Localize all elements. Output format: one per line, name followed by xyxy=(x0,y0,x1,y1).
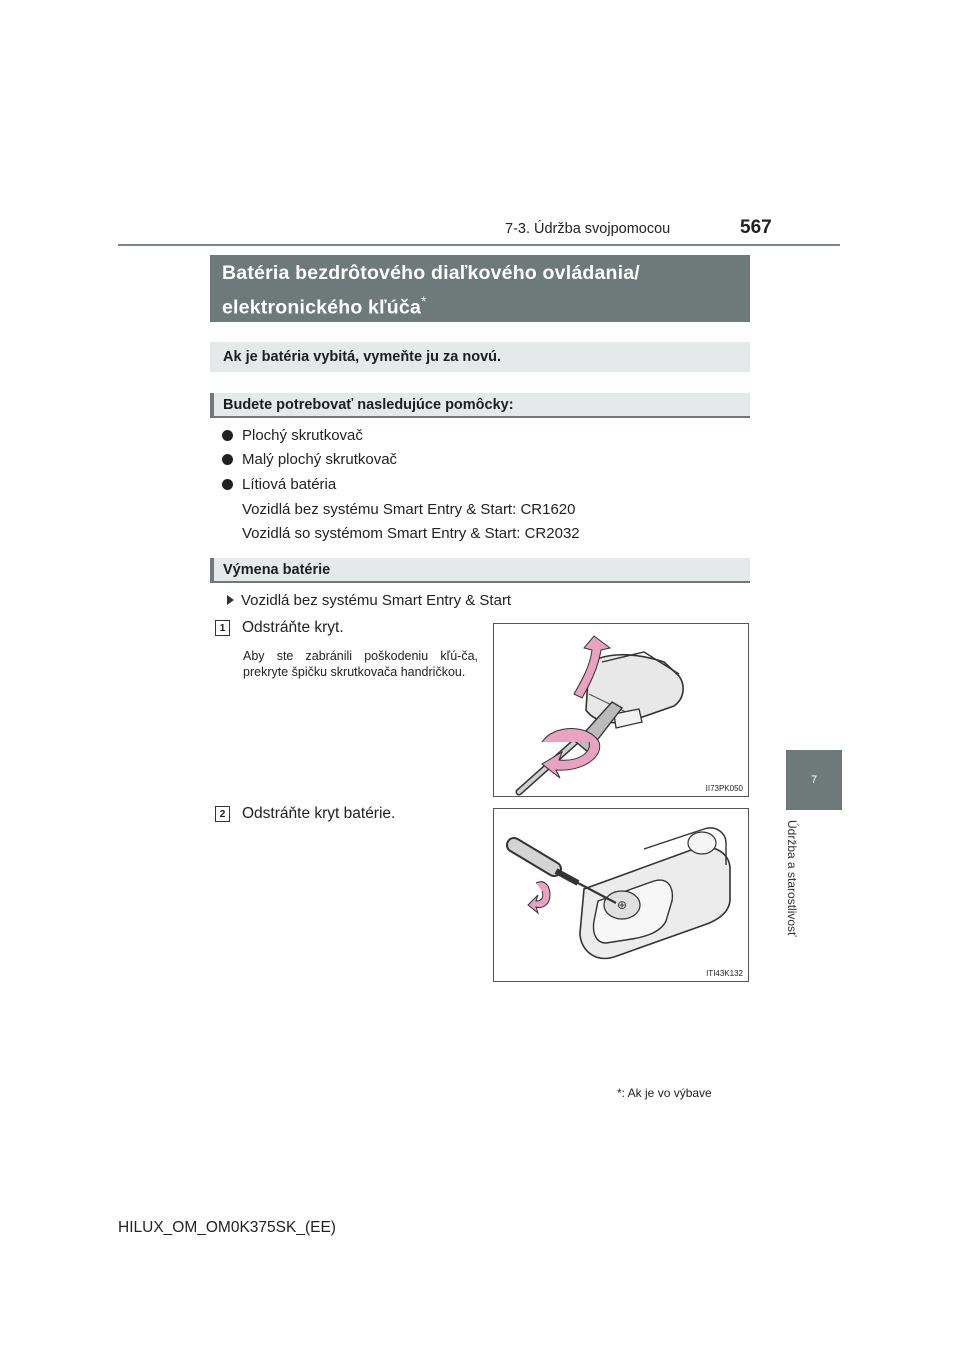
chapter-label-wrapper xyxy=(772,820,812,970)
step-text: Odstráňte kryt batérie. xyxy=(242,805,396,822)
step-text: Odstráňte kryt. xyxy=(242,619,344,636)
header-rule xyxy=(118,244,840,246)
asterisk-mark: * xyxy=(421,293,427,309)
section-title: 7-3. Údržba svojpomocou xyxy=(505,221,671,237)
heading-line-1: Batéria bezdrôtového diaľkového ovládania/ xyxy=(222,262,640,284)
figure-remove-cover xyxy=(493,623,749,797)
variant-text: Vozidlá bez systému Smart Entry & Start xyxy=(241,592,512,609)
key-screwdriver-illustration xyxy=(494,624,748,796)
figure-code: ITI43K132 xyxy=(706,969,743,978)
page-number: 567 xyxy=(740,217,772,238)
tool-item-text: Malý plochý skrutkovač xyxy=(242,451,398,468)
heading-line-2-text: elektronického kľúča xyxy=(222,296,422,319)
footnote-asterisk: * xyxy=(617,1086,622,1100)
tool-item-text: Lítiová batéria xyxy=(242,476,337,493)
replace-heading: Výmena batérie xyxy=(210,558,750,583)
figure-code: II73PK050 xyxy=(705,784,743,793)
tool-item xyxy=(222,427,363,444)
tool-item xyxy=(222,451,397,468)
step-note: Aby ste zabránili poškodeniu kľú-ča, prekryte špičku skrutkovača handričkou. xyxy=(243,649,478,679)
page-heading xyxy=(210,255,750,322)
tool-item-text: Plochý skrutkovač xyxy=(242,427,363,444)
chapter-tab[interactable] xyxy=(786,750,842,810)
bullet-dot-icon xyxy=(222,454,233,465)
battery-type-line: Vozidlá bez systému Smart Entry & Start: CR1620 xyxy=(242,501,576,518)
variant-line xyxy=(227,592,511,609)
bullet-dot-icon xyxy=(222,430,233,441)
svg-text:⊕: ⊕ xyxy=(616,898,628,912)
footnote-text: : Ak je vo výbave xyxy=(621,1086,712,1100)
battery-type-line: Vozidlá so systémom Smart Entry & Start: CR2032 xyxy=(242,525,580,542)
key-battery-illustration xyxy=(494,809,748,981)
bullet-dot-icon xyxy=(222,479,233,490)
document-footer: HILUX_OM_OM0K375SK_(EE) xyxy=(118,1219,336,1236)
tools-heading: Budete potrebovať nasledujúce pomôcky: xyxy=(210,393,750,418)
tool-item xyxy=(222,476,336,493)
heading-line-2 xyxy=(222,287,738,322)
chapter-label: Údržba a starostlivosť xyxy=(785,820,799,937)
step-number-badge: 2 xyxy=(215,806,230,822)
step-number-badge: 1 xyxy=(215,620,230,636)
intro-bar: Ak je batéria vybitá, vymeňte ju za novú. xyxy=(210,342,750,372)
footnote xyxy=(617,1086,712,1100)
triangle-bullet-icon xyxy=(227,595,234,605)
figure-remove-battery-cover xyxy=(493,808,749,982)
chapter-number: 7 xyxy=(810,774,818,786)
